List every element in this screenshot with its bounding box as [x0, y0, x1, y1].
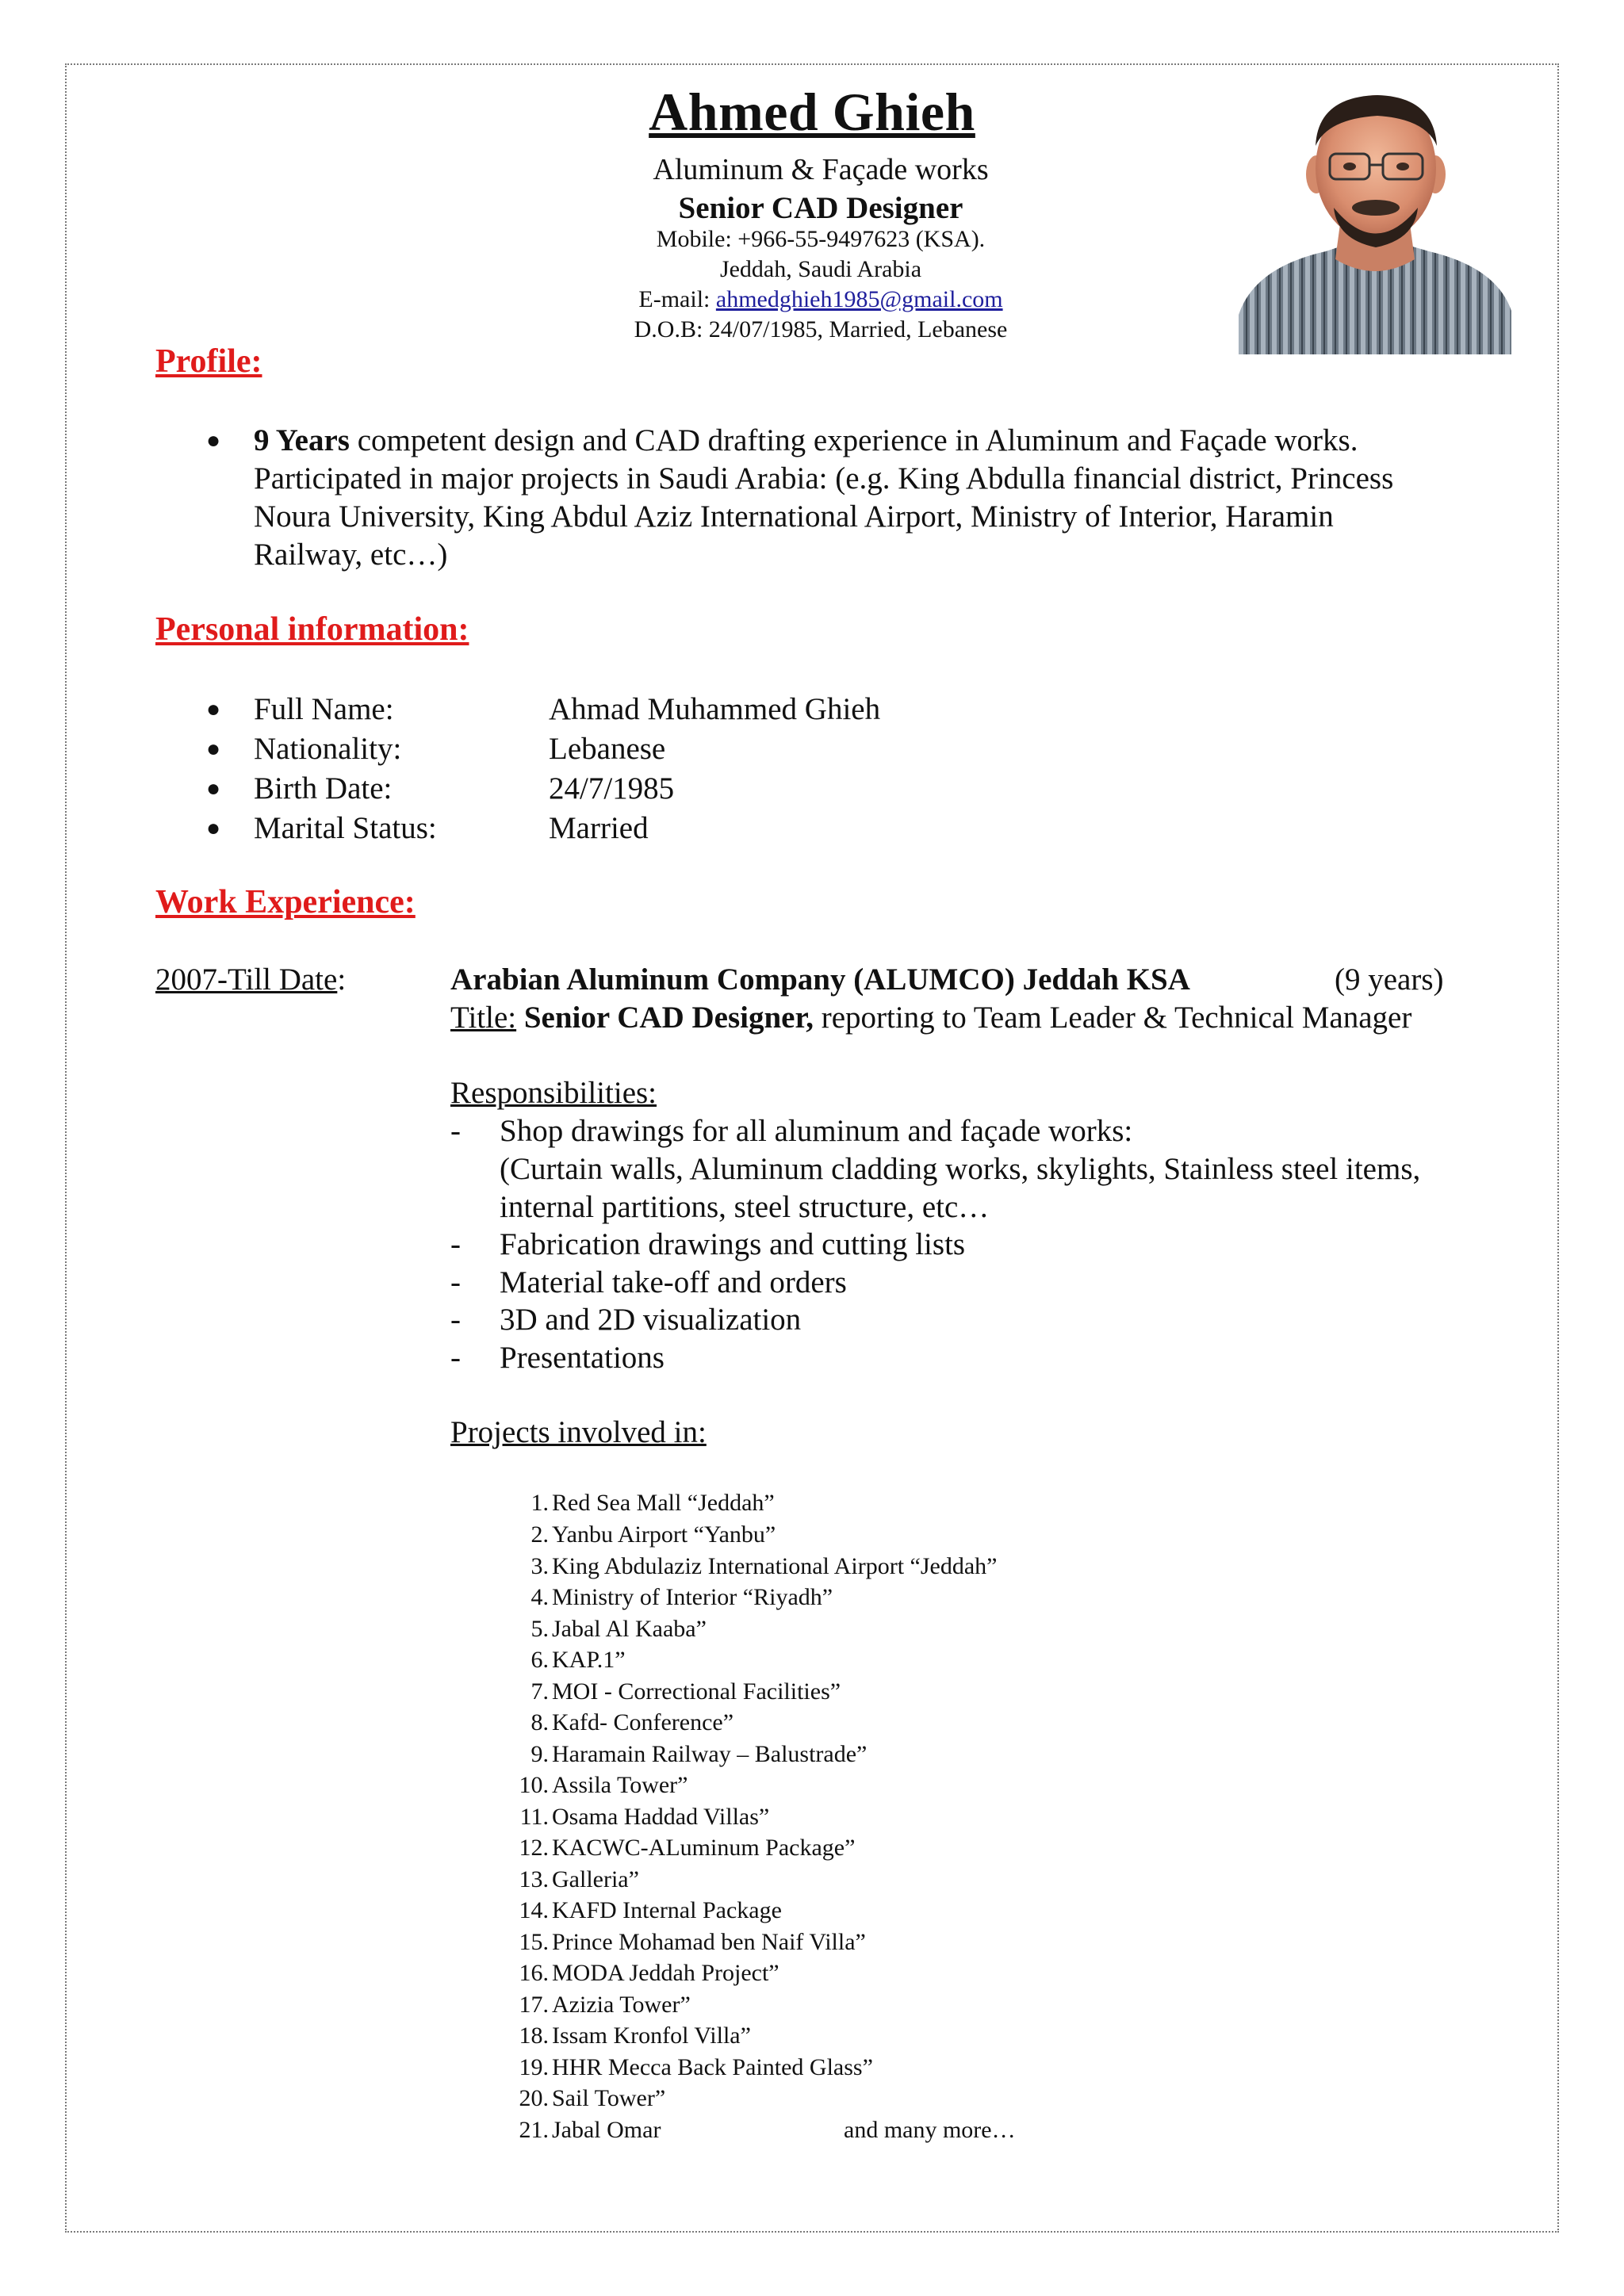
email-label: E-mail: [638, 286, 716, 312]
profile-line-3: Noura University, King Abdul Aziz International Airport, Ministry of Interior, Haramin [254, 499, 1334, 534]
job-title: Senior CAD Designer, [523, 1001, 814, 1035]
project-name: Azizia Tower” [552, 1992, 691, 2018]
and-many-more: and many more… [844, 2117, 1016, 2143]
mobile-number: Mobile: +966-55-9497623 (KSA). [656, 226, 986, 252]
project-name: MODA Jeddah Project” [552, 1960, 779, 1986]
responsibility-text: Fabrication drawings and cutting lists [500, 1227, 966, 1261]
project-name: Osama Haddad Villas” [552, 1804, 770, 1830]
project-item: 18. Issam Kronfol Villa” [519, 2022, 751, 2049]
project-item: 5. Jabal Al Kaaba” [530, 1616, 707, 1642]
bullet-icon: ● [206, 775, 221, 802]
date-range-text: 2007-Till Date [155, 962, 338, 997]
project-item: 13. Galleria” [519, 1866, 639, 1892]
project-name: HHR Mecca Back Painted Glass” [552, 2054, 873, 2080]
project-item: 3. King Abdulaziz International Airport “Jeddah” [530, 1553, 998, 1579]
project-item: 1. Red Sea Mall “Jeddah” [530, 1490, 775, 1516]
personal-value: Ahmad Muhammed Ghieh [549, 692, 881, 726]
project-name: Assila Tower” [552, 1772, 688, 1798]
dash-marker: - [450, 1303, 461, 1337]
project-item: 6. KAP.1” [530, 1647, 626, 1673]
projects-label: Projects involved in: [450, 1415, 707, 1449]
project-name: KACWC-ALuminum Package” [552, 1835, 856, 1861]
company-name: Arabian Aluminum Company (ALUMCO) Jeddah KSA [450, 962, 1190, 997]
title-label: Title: [450, 1001, 517, 1035]
dash-marker: - [450, 1265, 461, 1299]
responsibility-text: internal partitions, steel structure, etc… [500, 1190, 990, 1224]
responsibility-text: 3D and 2D visualization [500, 1303, 802, 1337]
project-item: 4. Ministry of Interior “Riyadh” [530, 1584, 833, 1610]
projects-heading [450, 1414, 707, 1452]
profile-list [206, 422, 1491, 574]
project-name: MOI - Correctional Facilities” [552, 1678, 841, 1705]
work-years: (9 years) [1335, 962, 1444, 997]
bullet-icon: ● [206, 696, 221, 722]
candidate-name: Ahmed Ghieh [649, 82, 975, 142]
responsibility-text: (Curtain walls, Aluminum cladding works, skylights, Stainless steel items, [500, 1152, 1421, 1186]
bullet-icon: ● [206, 736, 221, 762]
project-name: Jabal Omar [552, 2117, 661, 2143]
responsibilities-label: Responsibilities: [450, 1076, 657, 1110]
project-item: 2. Yanbu Airport “Yanbu” [530, 1521, 776, 1548]
responsibilities-heading [450, 1074, 657, 1112]
dash-marker: - [450, 1341, 461, 1375]
project-item: 15. Prince Mohamad ben Naif Villa” [519, 1929, 866, 1955]
project-item: 16. MODA Jeddah Project” [519, 1960, 779, 1986]
responsibility-text: Presentations [500, 1341, 665, 1375]
project-item: 12. KACWC-ALuminum Package” [519, 1835, 856, 1861]
profile-line-2: Participated in major projects in Saudi Arabia: (e.g. King Abdulla financial district, Princess [254, 461, 1394, 496]
job-title-line [450, 999, 1411, 1037]
project-item: 9. Haramain Railway – Balustrade” [530, 1741, 868, 1767]
responsibility-text: Shop drawings for all aluminum and façade works: [500, 1114, 1133, 1148]
dob-line: D.O.B: 24/07/1985, Married, Lebanese [634, 316, 1008, 342]
profile-photo [1239, 89, 1511, 354]
project-item: 20. Sail Tower” [519, 2085, 666, 2111]
personal-value: 24/7/1985 [549, 771, 675, 806]
project-name: Jabal Al Kaaba” [552, 1616, 707, 1642]
project-item: 17. Azizia Tower” [519, 1992, 691, 2018]
project-name: King Abdulaziz International Airport “Jeddah” [552, 1553, 998, 1579]
project-item: 21. Jabal Omar [519, 2117, 661, 2143]
dash-marker: - [450, 1227, 461, 1261]
email-link[interactable]: ahmedghieh1985@gmail.com [715, 286, 1003, 312]
personal-section-title: Personal information: [155, 611, 469, 648]
project-item: 7. MOI - Correctional Facilities” [530, 1678, 841, 1705]
date-colon: : [337, 962, 347, 997]
project-name: Prince Mohamad ben Naif Villa” [552, 1929, 866, 1955]
project-name: Haramain Railway – Balustrade” [552, 1741, 868, 1767]
profile-line-1: competent design and CAD drafting experience in Aluminum and Façade works. [349, 423, 1358, 457]
project-name: Kafd- Conference” [552, 1709, 734, 1735]
personal-value: Lebanese [549, 732, 666, 766]
profile-section-title: Profile: [155, 343, 262, 380]
personal-value: Married [549, 811, 649, 845]
project-name: Galleria” [552, 1866, 639, 1892]
project-name: Yanbu Airport “Yanbu” [552, 1521, 776, 1548]
reporting-to: reporting to Team Leader & Technical Manager [813, 1001, 1412, 1035]
project-name: Sail Tower” [552, 2085, 666, 2111]
dash-marker: - [450, 1114, 461, 1148]
personal-label: Full Name: [254, 692, 394, 726]
project-name: KAP.1” [552, 1647, 626, 1673]
years-experience: 9 Years [254, 423, 350, 457]
bullet-icon: ● [206, 815, 221, 841]
specialty-subtitle: Aluminum & Façade works [653, 153, 989, 186]
personal-label: Marital Status: [254, 811, 437, 845]
personal-label: Birth Date: [254, 771, 393, 806]
work-section-title: Work Experience: [155, 884, 416, 920]
city-location: Jeddah, Saudi Arabia [719, 256, 922, 282]
personal-label: Nationality: [254, 732, 402, 766]
project-name: Ministry of Interior “Riyadh” [552, 1584, 833, 1610]
project-item: 11. Osama Haddad Villas” [519, 1804, 770, 1830]
company-line [450, 961, 1190, 999]
project-item: 8. Kafd- Conference” [530, 1709, 734, 1735]
work-date-range [155, 961, 346, 999]
project-name: KAFD Internal Package [552, 1897, 782, 1923]
project-item: 14. KAFD Internal Package [519, 1897, 782, 1923]
profile-line-4: Railway, etc…) [254, 538, 448, 572]
project-name: Issam Kronfol Villa” [552, 2022, 751, 2049]
project-name: Red Sea Mall “Jeddah” [552, 1490, 775, 1516]
responsibility-text: Material take-off and orders [500, 1265, 847, 1299]
bullet-icon: ● [206, 427, 221, 453]
profile-summary [206, 422, 1491, 574]
job-role: Senior CAD Designer [678, 191, 963, 225]
project-item: 19. HHR Mecca Back Painted Glass” [519, 2054, 873, 2080]
project-item: 10. Assila Tower” [519, 1772, 688, 1798]
